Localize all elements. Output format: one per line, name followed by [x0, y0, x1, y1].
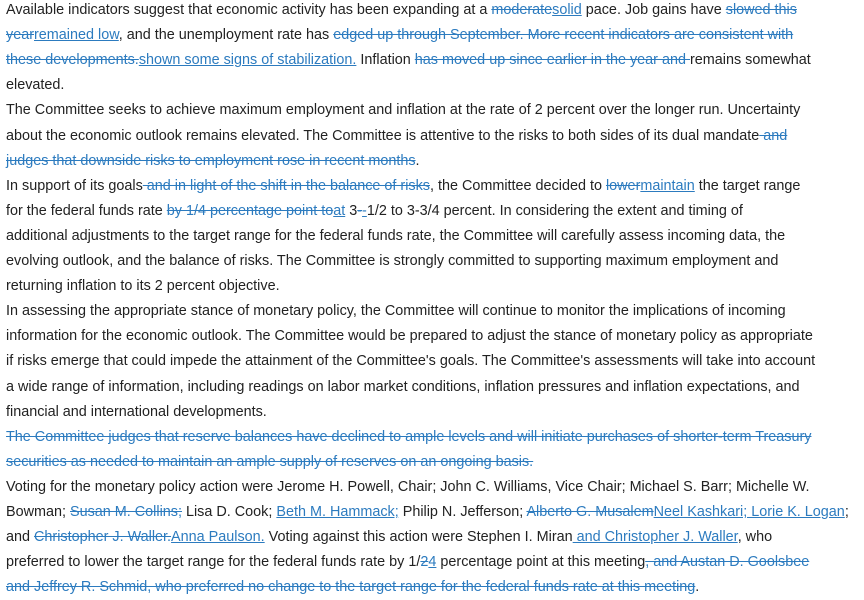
- text-line: [6, 475, 810, 500]
- deleted-text: by 1/4 percentage point to: [166, 202, 334, 219]
- text-line: [6, 124, 787, 149]
- deleted-text: lower: [605, 177, 641, 194]
- text-segment: information for the economic outlook. The Committee would be prepared to adjust the stance of monetary policy as appropriate: [6, 328, 813, 345]
- inserted-text: Beth M. Hammack;: [276, 504, 399, 520]
- text-segment: In assessing the appropriate stance of monetary policy, the Committee will continue to monitor the implications of incoming: [6, 303, 786, 320]
- inserted-text: shown some signs of stabilization.: [138, 52, 357, 69]
- deleted-text: and in light of the shift in the balance of risks: [142, 177, 430, 194]
- text-line: [6, 375, 800, 400]
- text-segment: Voting against this action were Stephen I. Miran: [264, 529, 573, 546]
- deleted-text: Christopher J. Waller.: [34, 529, 172, 546]
- text-segment: 3: [345, 202, 358, 219]
- text-line: [6, 274, 280, 299]
- text-segment: , who: [737, 529, 773, 546]
- text-segment: and: [6, 529, 35, 546]
- text-line: [6, 249, 778, 274]
- deleted-text: edged up through September. More recent indicators are consistent with: [333, 27, 794, 44]
- text-segment: a wide range of information, including readings on labor market conditions, inflation pressures and inflation expectations, and: [6, 378, 800, 395]
- text-segment: The Committee seeks to achieve maximum employment and inflation at the rate of 2 percent over the longer run. Uncertainty: [6, 102, 801, 119]
- text-line: [6, 525, 772, 550]
- deleted-text: securities as needed to maintain an ample supply of reserves on an ongoing basis.: [6, 453, 534, 470]
- text-line: [6, 224, 785, 249]
- text-segment: Inflation: [356, 52, 415, 69]
- text-segment: Bowman;: [6, 504, 70, 520]
- text-line: [6, 149, 420, 174]
- text-line: [6, 23, 793, 48]
- deleted-text: -: [357, 202, 363, 219]
- text-segment: percentage point at this meeting: [436, 554, 646, 571]
- deleted-text: year: [6, 27, 34, 44]
- text-line: [6, 500, 849, 525]
- inserted-text: remained low: [34, 27, 119, 44]
- text-line: [6, 400, 267, 425]
- text-segment: Lisa D. Cook;: [181, 504, 277, 520]
- text-line: [6, 324, 813, 349]
- text-segment: pace. Job gains have: [581, 2, 726, 18]
- text-segment: 1/2 to 3-3/4 percent. In considering the extent and timing of: [366, 202, 743, 219]
- text-line: [6, 0, 797, 23]
- text-segment: additional adjustments to the target range for the federal funds rate, the Committee will carefully assess incoming data, the: [6, 227, 786, 244]
- text-line: [6, 199, 743, 224]
- deleted-text: judges that downside risks to employment rose in recent months: [6, 152, 416, 169]
- inserted-text: 4: [428, 554, 437, 571]
- text-segment: .: [695, 579, 700, 596]
- inserted-text: at: [333, 202, 346, 219]
- inserted-text: solid: [552, 2, 582, 18]
- text-line: [6, 174, 800, 199]
- text-segment: returning inflation to its 2 percent objective.: [6, 278, 280, 295]
- text-line: [6, 48, 811, 73]
- text-segment: , the Committee decided to: [429, 177, 606, 194]
- deleted-text: moderate: [491, 2, 553, 18]
- text-segment: Available indicators suggest that economic activity has been expanding at a: [6, 2, 492, 18]
- text-segment: .: [415, 152, 420, 169]
- deleted-text: and Jeffrey R. Schmid, who preferred no change to the target range for the federal funds rate at this meeting: [6, 579, 696, 596]
- text-segment: preferred to lower the target range for the federal funds rate by 1/: [6, 554, 421, 571]
- text-segment: In support of its goals: [6, 177, 143, 194]
- text-line: [6, 73, 64, 98]
- text-segment: Philip N. Jefferson;: [398, 504, 527, 520]
- inserted-text: Anna Paulson.: [171, 529, 265, 546]
- text-segment: financial and international developments.: [6, 403, 267, 420]
- deleted-text: Susan M. Collins;: [70, 504, 182, 520]
- text-segment: if risks emerge that could impede the attainment of the Committee's goals. The Committee's assessments will take into account: [6, 353, 816, 370]
- deleted-text: 2: [420, 554, 429, 571]
- deleted-text: and: [759, 127, 788, 144]
- text-line: [6, 450, 533, 475]
- text-segment: about the economic outlook remains elevated. The Committee is attentive to the risks to both sides of its dual mandate: [6, 127, 760, 144]
- text-segment: ;: [844, 504, 849, 520]
- deleted-text: The Committee judges that reserve balances have declined to ample levels and will initiate purchases of shorter-term Treasury: [6, 428, 812, 445]
- text-segment: elevated.: [6, 77, 65, 94]
- inserted-text: and Christopher J. Waller: [572, 529, 738, 546]
- inserted-text: -: [362, 202, 367, 219]
- text-segment: the target range: [694, 177, 801, 194]
- text-line: [6, 349, 815, 374]
- text-segment: evolving outlook, and the balance of risks. The Committee is strongly committed to supporting maximum employment and: [6, 253, 779, 269]
- text-segment: Voting for the monetary policy action were Jerome H. Powell, Chair; John C. Williams, Vice Chair; Michael S. Barr; Michelle W.: [6, 478, 810, 495]
- text-line: [6, 425, 811, 450]
- deleted-text: these developments.: [6, 52, 139, 69]
- text-segment: for the federal funds rate: [6, 202, 167, 219]
- deleted-text: has moved up since earlier in the year and: [414, 52, 690, 69]
- deleted-text: slowed this: [725, 2, 797, 18]
- text-line: [6, 575, 699, 600]
- text-segment: remains somewhat: [689, 52, 811, 69]
- inserted-text: Neel Kashkari; Lorie K. Logan: [653, 504, 845, 520]
- inserted-text: maintain: [640, 177, 695, 194]
- text-segment: , and the unemployment rate has: [118, 27, 334, 44]
- deleted-text: Alberto G. Musalem: [526, 504, 654, 520]
- text-line: [6, 299, 786, 324]
- deleted-text: , and Austan D. Goolsbee: [645, 554, 810, 571]
- text-line: [6, 98, 800, 123]
- text-line: [6, 550, 809, 575]
